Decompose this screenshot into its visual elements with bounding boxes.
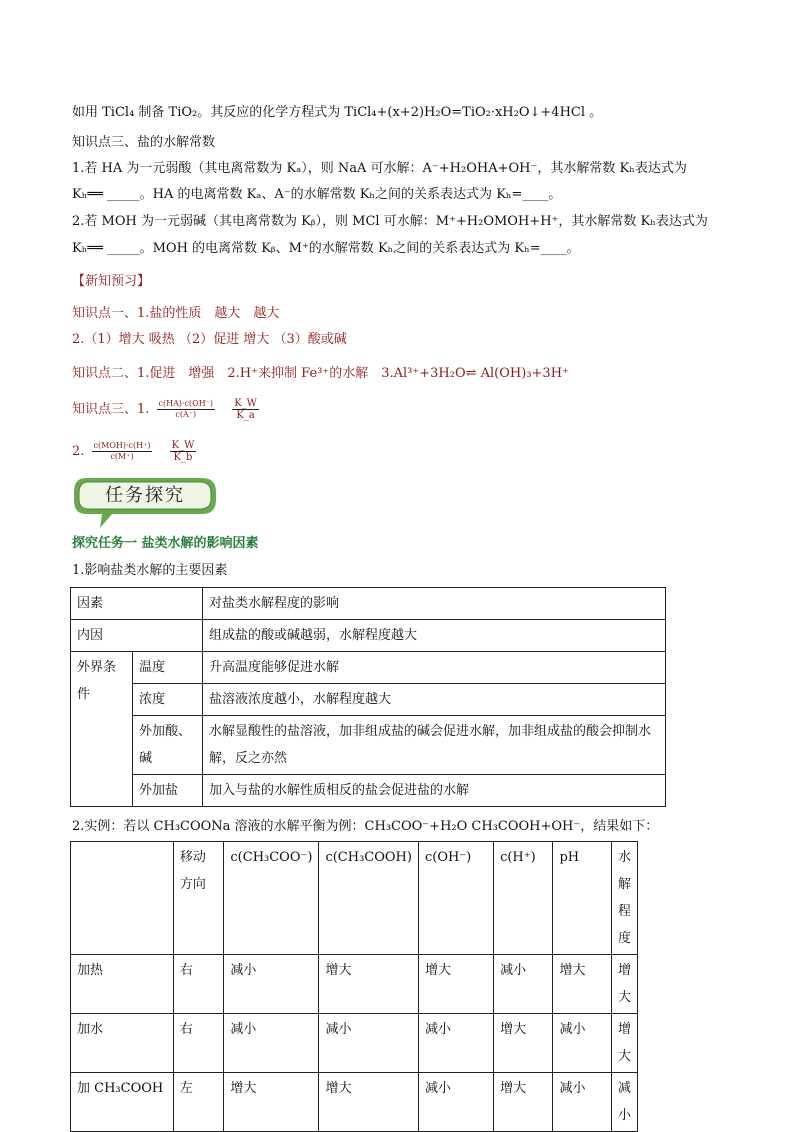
k3-p1b: Kₕ══ _____。HA 的电离常数 Kₐ、A⁻的水解常数 Kₕ之间的关系表达式为 Kₕ=____。 <box>72 187 562 202</box>
table-row <box>71 955 638 1014</box>
table-row <box>71 716 666 775</box>
fraction-num: K_W <box>234 398 257 409</box>
table-cell: 右 <box>173 1014 224 1073</box>
table-cell: 加水 <box>71 1014 174 1073</box>
example-table <box>70 841 638 1132</box>
preview-l3: 知识点二、1.促进 增强 2.H⁺来抑制 Fe³⁺的水解 3.Al³⁺+3H₂O⇌ Al(OH)₃+3H⁺ <box>72 366 569 381</box>
table-cell: 外界条件 <box>71 652 133 807</box>
table-row <box>71 588 666 620</box>
fraction-num: K_W <box>171 440 195 451</box>
table-cell: 减小 <box>553 1014 612 1073</box>
table-row <box>71 842 638 955</box>
table-header: 水解程度 <box>611 842 637 955</box>
table-cell: 右 <box>173 955 224 1014</box>
task1-sub2: 2.实例：若以 CH₃COONa 溶液的水解平衡为例：CH₃COO⁻+H₂O CH₃COOH+OH⁻，结果如下： <box>72 819 659 834</box>
table-cell: 加入与盐的水解性质相反的盐会促进盐的水解 <box>203 775 666 807</box>
table-cell: 盐溶液浓度越小，水解程度越大 <box>203 684 666 716</box>
fraction-num: c(MOH)·c(H⁺) <box>93 441 151 450</box>
table-cell: 减小 <box>611 1073 637 1132</box>
table-header: c(CH₃COOH) <box>319 842 419 955</box>
table-row <box>71 775 666 807</box>
table-cell: 增大 <box>224 1073 319 1132</box>
table-cell: 减小 <box>319 1014 419 1073</box>
table-cell: 减小 <box>224 1014 319 1073</box>
table-header: 对盐类水解程度的影响 <box>203 588 666 620</box>
table-row <box>71 620 666 652</box>
fraction-den: K_b <box>173 452 193 463</box>
table-cell: 温度 <box>133 652 203 684</box>
task1-sub1: 1.影响盐类水解的主要因素 <box>72 563 228 578</box>
table-cell: 减小 <box>224 955 319 1014</box>
table-cell: 增大 <box>611 955 637 1014</box>
table-row <box>71 652 666 684</box>
table-row <box>71 684 666 716</box>
preview-l4 <box>72 398 259 421</box>
k3-heading: 知识点三、盐的水解常数 <box>72 135 216 150</box>
table-header: 因素 <box>71 588 203 620</box>
table-cell: 加 CH₃COOH <box>71 1073 174 1132</box>
preview-l2: 2.（1）增大 吸热 （2）促进 增大 （3）酸或碱 <box>72 332 347 347</box>
table-cell: 增大 <box>319 955 419 1014</box>
preview-l1: 知识点一、1.盐的性质 越大 越大 <box>72 306 280 321</box>
table-cell: 增大 <box>494 1073 553 1132</box>
table-cell: 增大 <box>611 1014 637 1073</box>
table-cell: 内因 <box>71 620 203 652</box>
table-cell: 浓度 <box>133 684 203 716</box>
fraction-hydrolysis-a <box>157 399 216 420</box>
intro-line: 如用 TiCl₄ 制备 TiO₂。其反应的化学方程式为 TiCl₄+(x+2)H₂O=TiO₂·xH₂O↓+4HCl 。 <box>72 105 603 120</box>
table-cell: 组成盐的酸或碱越弱，水解程度越大 <box>203 620 666 652</box>
table-header: 移动方向 <box>173 842 224 955</box>
table-cell: 水解显酸性的盐溶液，加非组成盐的碱会促进水解，加非组成盐的酸会抑制水解，反之亦然 <box>203 716 666 775</box>
fraction-kw-kb <box>170 440 197 463</box>
table-header: pH <box>553 842 612 955</box>
preview-l5 <box>72 440 196 463</box>
badge-label: 任务探究 <box>105 485 185 506</box>
table-header: c(OH⁻) <box>418 842 493 955</box>
table-cell: 增大 <box>553 955 612 1014</box>
table-cell: 增大 <box>494 1014 553 1073</box>
table-cell: 升高温度能够促进水解 <box>203 652 666 684</box>
table-cell: 外加酸、碱 <box>133 716 203 775</box>
fraction-den: K_a <box>236 410 255 421</box>
k3-p2a: 2.若 MOH 为一元弱碱（其电离常数为 Kᵦ），则 MCl 可水解：M⁺+H₂OMOH+H⁺，其水解常数 Kₕ表达式为 <box>72 214 708 229</box>
table-cell: 左 <box>173 1073 224 1132</box>
table-header <box>71 842 174 955</box>
fraction-num: c(HA)·c(OH⁻) <box>158 399 214 408</box>
k3-p1a: 1.若 HA 为一元弱酸（其电离常数为 Kₐ），则 NaA 可水解：A⁻+H₂OHA+OH⁻，其水解常数 Kₕ表达式为 <box>72 161 687 176</box>
preview-heading: 【新知预习】 <box>72 274 151 289</box>
table-cell: 减小 <box>418 1014 493 1073</box>
fraction-kw-ka <box>232 398 259 421</box>
table-cell: 减小 <box>418 1073 493 1132</box>
preview-l5-prefix: 2. <box>72 444 85 459</box>
preview-l4-prefix: 知识点三、1. <box>72 402 150 417</box>
table-cell: 增大 <box>319 1073 419 1132</box>
table-header: c(CH₃COO⁻) <box>224 842 319 955</box>
factors-table <box>70 587 666 807</box>
fraction-hydrolysis-b <box>92 441 153 462</box>
table-header: c(H⁺) <box>494 842 553 955</box>
k3-p2b: Kₕ══ _____。MOH 的电离常数 Kᵦ、M⁺的水解常数 Kₕ之间的关系表达式为 Kₕ=____。 <box>72 241 580 256</box>
fraction-den: c(M⁺) <box>110 452 134 461</box>
task1-heading: 探究任务一 盐类水解的影响因素 <box>72 536 259 551</box>
table-cell: 增大 <box>418 955 493 1014</box>
table-cell: 减小 <box>494 955 553 1014</box>
table-row <box>71 1014 638 1073</box>
fraction-den: c(A⁻) <box>175 410 197 419</box>
task-badge <box>72 476 220 528</box>
table-cell: 减小 <box>553 1073 612 1132</box>
table-cell: 外加盐 <box>133 775 203 807</box>
table-cell: 加热 <box>71 955 174 1014</box>
